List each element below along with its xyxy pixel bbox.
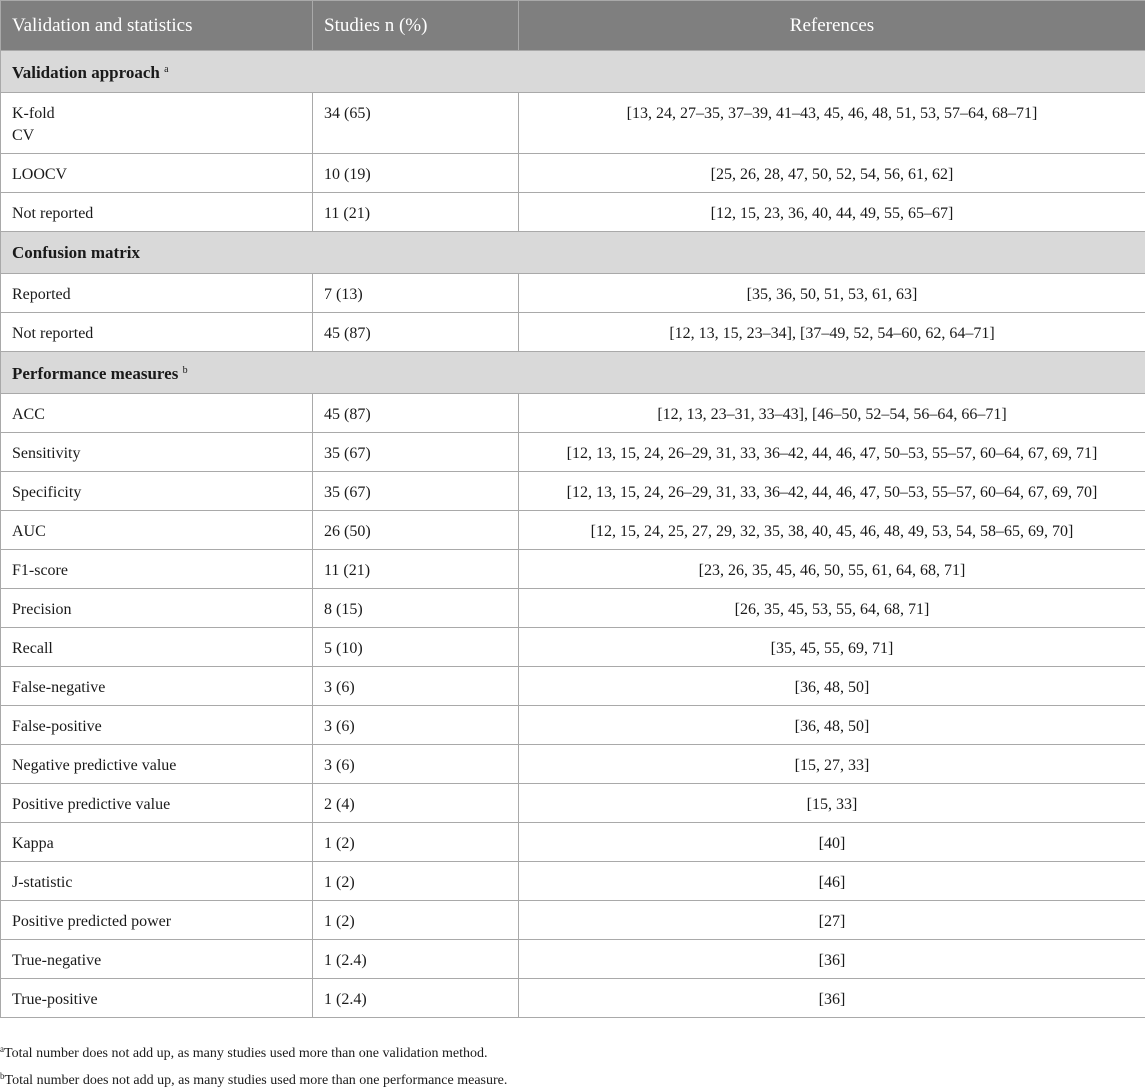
cell-measure: Reported <box>1 274 313 313</box>
cell-studies: 35 (67) <box>313 433 519 472</box>
section-header <box>1 51 1145 93</box>
cell-references: [12, 15, 24, 25, 27, 29, 32, 35, 38, 40, 45, 46, 48, 49, 53, 54, 58–65, 69, 70] <box>519 511 1145 550</box>
cell-measure: Not reported <box>1 313 313 352</box>
cell-measure: Recall <box>1 628 313 667</box>
section-title: Validation approach <box>12 63 160 82</box>
cell-studies: 3 (6) <box>313 745 519 784</box>
cell-measure: Negative predictive value <box>1 745 313 784</box>
table-row <box>1 433 1145 472</box>
footnote-marker: b <box>183 365 188 376</box>
cell-references: [26, 35, 45, 53, 55, 64, 68, 71] <box>519 589 1145 628</box>
table-row <box>1 472 1145 511</box>
cell-references: [12, 13, 15, 24, 26–29, 31, 33, 36–42, 44, 46, 47, 50–53, 55–57, 60–64, 67, 69, 70] <box>519 472 1145 511</box>
cell-measure: Sensitivity <box>1 433 313 472</box>
cell-measure: Positive predicted power <box>1 901 313 940</box>
header-references: References <box>519 1 1145 51</box>
cell-measure: Kappa <box>1 823 313 862</box>
cell-references: [27] <box>519 901 1145 940</box>
cell-references: [35, 45, 55, 69, 71] <box>519 628 1145 667</box>
cell-studies: 1 (2) <box>313 901 519 940</box>
cell-references: [36] <box>519 940 1145 979</box>
cell-studies: 7 (13) <box>313 274 519 313</box>
section-title: Performance measures <box>12 364 178 383</box>
cell-references: [12, 15, 23, 36, 40, 44, 49, 55, 65–67] <box>519 193 1145 232</box>
cell-studies: 45 (87) <box>313 394 519 433</box>
cell-measure: True-positive <box>1 979 313 1018</box>
cell-references: [23, 26, 35, 45, 46, 50, 55, 61, 64, 68, 71] <box>519 550 1145 589</box>
header-validation: Validation and statistics <box>1 1 313 51</box>
section-row <box>1 51 1145 93</box>
cell-references: [40] <box>519 823 1145 862</box>
cell-references: [15, 33] <box>519 784 1145 823</box>
cell-studies: 1 (2.4) <box>313 940 519 979</box>
cell-studies: 1 (2.4) <box>313 979 519 1018</box>
section-header <box>1 352 1145 394</box>
cell-studies: 2 (4) <box>313 784 519 823</box>
table-row <box>1 628 1145 667</box>
section-header <box>1 232 1145 274</box>
cell-references: [25, 26, 28, 47, 50, 52, 54, 56, 61, 62] <box>519 154 1145 193</box>
footnote-text: Total number does not add up, as many studies used more than one performance measure. <box>5 1073 508 1088</box>
table-row <box>1 93 1145 154</box>
table-header-row <box>1 1 1145 51</box>
section-row <box>1 232 1145 274</box>
table-row <box>1 550 1145 589</box>
table-row <box>1 274 1145 313</box>
cell-studies: 3 (6) <box>313 667 519 706</box>
table-row <box>1 193 1145 232</box>
cell-studies: 1 (2) <box>313 862 519 901</box>
table-row <box>1 313 1145 352</box>
cell-references: [46] <box>519 862 1145 901</box>
cell-references: [15, 27, 33] <box>519 745 1145 784</box>
cell-studies: 35 (67) <box>313 472 519 511</box>
table-row <box>1 154 1145 193</box>
footnote <box>0 1065 507 1092</box>
cell-measure: False-positive <box>1 706 313 745</box>
cell-studies: 34 (65) <box>313 93 519 154</box>
header-studies: Studies n (%) <box>313 1 519 51</box>
footnote-marker: a <box>0 1044 4 1054</box>
table-row <box>1 823 1145 862</box>
cell-studies: 5 (10) <box>313 628 519 667</box>
cell-measure: J-statistic <box>1 862 313 901</box>
cell-studies: 11 (21) <box>313 550 519 589</box>
cell-references: [36, 48, 50] <box>519 667 1145 706</box>
cell-measure: LOOCV <box>1 154 313 193</box>
table-row <box>1 862 1145 901</box>
cell-measure: ACC <box>1 394 313 433</box>
cell-references: [12, 13, 15, 24, 26–29, 31, 33, 36–42, 44, 46, 47, 50–53, 55–57, 60–64, 67, 69, 71] <box>519 433 1145 472</box>
cell-measure: Specificity <box>1 472 313 511</box>
table-row <box>1 940 1145 979</box>
table-body <box>1 51 1145 1018</box>
table-row <box>1 667 1145 706</box>
cell-studies: 8 (15) <box>313 589 519 628</box>
cell-studies: 3 (6) <box>313 706 519 745</box>
cell-references: [12, 13, 15, 23–34], [37–49, 52, 54–60, 62, 64–71] <box>519 313 1145 352</box>
cell-measure: Precision <box>1 589 313 628</box>
cell-references: [35, 36, 50, 51, 53, 61, 63] <box>519 274 1145 313</box>
footnote-marker: a <box>164 64 168 75</box>
footnotes <box>0 1038 507 1092</box>
table-row <box>1 901 1145 940</box>
cell-measure: F1-score <box>1 550 313 589</box>
cell-measure: AUC <box>1 511 313 550</box>
cell-references: [36, 48, 50] <box>519 706 1145 745</box>
footnote <box>0 1038 507 1065</box>
table-row <box>1 979 1145 1018</box>
footnote-marker: b <box>0 1071 5 1081</box>
cell-references: [13, 24, 27–35, 37–39, 41–43, 45, 46, 48, 51, 53, 57–64, 68–71] <box>519 93 1145 154</box>
cell-references: [12, 13, 23–31, 33–43], [46–50, 52–54, 56–64, 66–71] <box>519 394 1145 433</box>
cell-references: [36] <box>519 979 1145 1018</box>
table-row <box>1 589 1145 628</box>
cell-studies: 45 (87) <box>313 313 519 352</box>
cell-studies: 1 (2) <box>313 823 519 862</box>
cell-studies: 26 (50) <box>313 511 519 550</box>
section-title: Confusion matrix <box>12 243 140 262</box>
footnote-text: Total number does not add up, as many studies used more than one validation method. <box>4 1046 487 1061</box>
cell-studies: 11 (21) <box>313 193 519 232</box>
table-row <box>1 706 1145 745</box>
cell-measure: Positive predictive value <box>1 784 313 823</box>
table-row <box>1 784 1145 823</box>
cell-measure: K-fold CV <box>1 93 313 154</box>
section-row <box>1 352 1145 394</box>
table-row <box>1 394 1145 433</box>
table-row <box>1 745 1145 784</box>
table-row <box>1 511 1145 550</box>
cell-measure: False-negative <box>1 667 313 706</box>
cell-studies: 10 (19) <box>313 154 519 193</box>
cell-measure: True-negative <box>1 940 313 979</box>
cell-measure: Not reported <box>1 193 313 232</box>
